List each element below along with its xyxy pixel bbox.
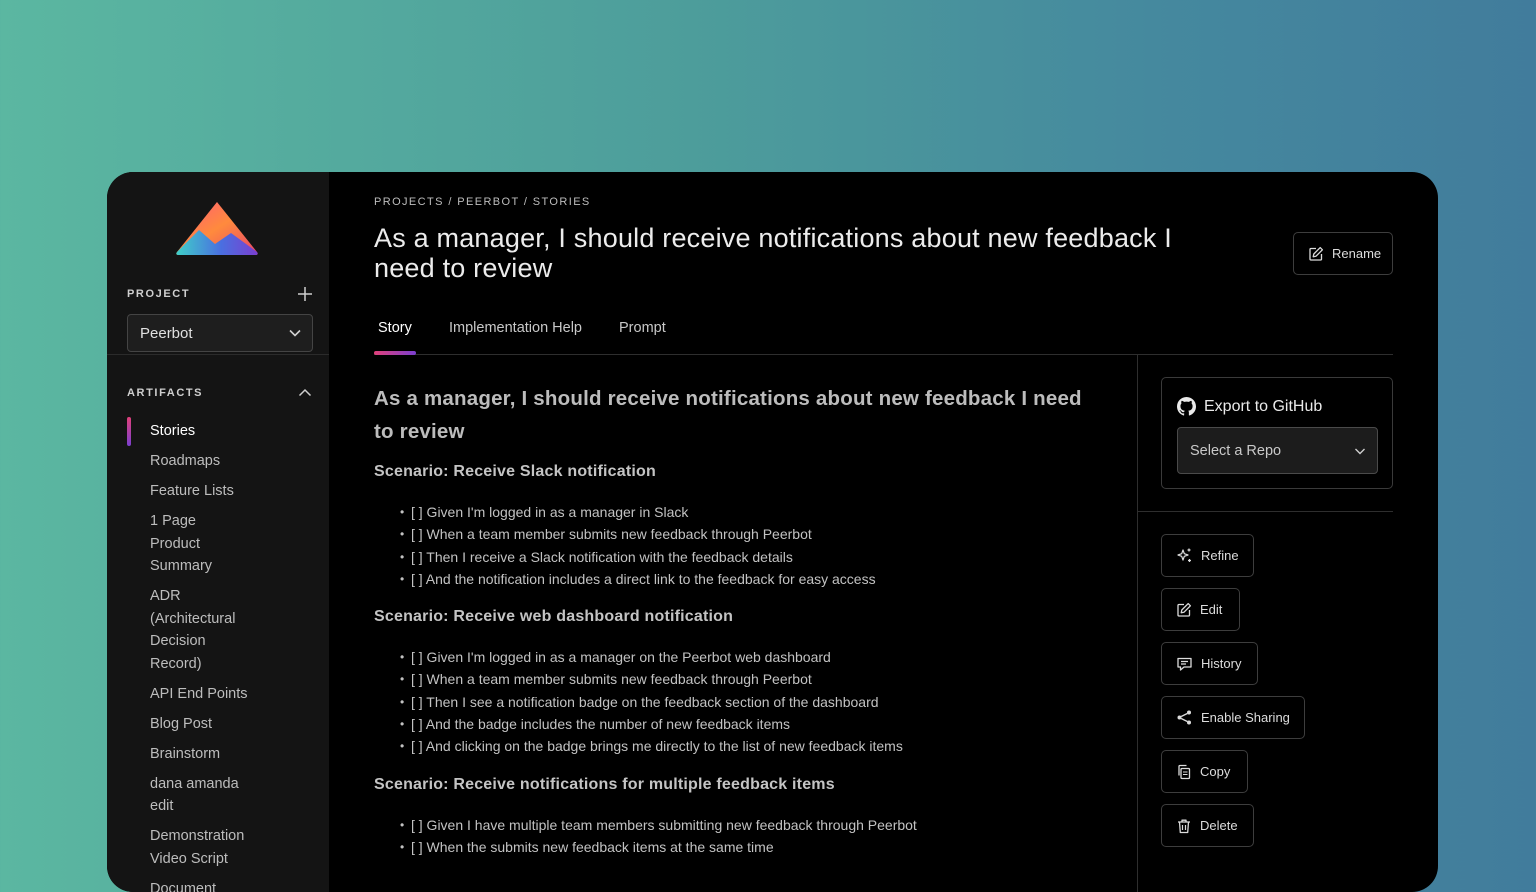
edit-button[interactable]: Edit	[1161, 588, 1240, 631]
artifacts-section-header	[127, 385, 313, 401]
sparkles-icon	[1176, 547, 1193, 564]
scenario-title: Scenario: Receive Slack notification	[374, 463, 1094, 481]
repo-select[interactable]	[1177, 427, 1378, 474]
list-item: • [ ] And clicking on the badge brings me directly to the list of new feedback items	[400, 735, 1094, 757]
history-button[interactable]: History	[1161, 642, 1258, 685]
chevron-down-icon	[1353, 444, 1367, 458]
refine-button[interactable]: Refine	[1161, 534, 1254, 577]
sidebar-item-adr[interactable]: ADR (Architectural Decision Record)	[127, 585, 245, 675]
chevron-up-icon[interactable]	[297, 385, 313, 401]
sidebar-item-stories[interactable]: Stories	[127, 420, 240, 443]
app-logo	[175, 200, 259, 256]
page-title: As a manager, I should receive notifications about new feedback I need to review	[374, 223, 1214, 283]
edit-icon	[1176, 602, 1192, 618]
sidebar-item-blog-post[interactable]: Blog Post	[127, 713, 245, 736]
list-item: • [ ] Then I receive a Slack notification with the feedback details	[400, 546, 1094, 568]
project-section-header	[127, 286, 313, 302]
story-heading: As a manager, I should receive notifications about new feedback I need to review	[374, 382, 1094, 448]
active-tab-indicator	[374, 351, 416, 355]
sidebar-item-demonstration-video-script[interactable]: Demonstration Video Script	[127, 825, 255, 870]
github-icon	[1177, 397, 1196, 416]
list-item: • [ ] Then I see a notification badge on the feedback section of the dashboard	[400, 691, 1094, 713]
scenario-title: Scenario: Receive web dashboard notification	[374, 608, 1094, 626]
story-content	[374, 382, 1094, 858]
sidebar-item-api-end-points[interactable]: API End Points	[127, 683, 260, 706]
scenario-steps	[374, 814, 1094, 859]
breadcrumb: PROJECTS / PEERBOT / STORIES	[374, 196, 591, 208]
list-item: • [ ] And the badge includes the number of new feedback items	[400, 713, 1094, 735]
tab-prompt[interactable]: Prompt	[619, 320, 666, 336]
scenario-title: Scenario: Receive notifications for multiple feedback items	[374, 776, 1094, 794]
chevron-down-icon	[288, 326, 302, 340]
sidebar-item-brainstorm[interactable]: Brainstorm	[127, 743, 245, 766]
sidebar-item-dana-amanda-edit[interactable]: dana amanda edit	[127, 773, 255, 818]
rename-button[interactable]	[1293, 232, 1393, 275]
sidebar-divider	[107, 354, 329, 355]
tab-story[interactable]: Story	[378, 320, 412, 336]
share-icon	[1176, 709, 1193, 726]
panel-divider	[1137, 354, 1138, 892]
tab-bar	[374, 318, 1393, 355]
sidebar-item-roadmaps[interactable]: Roadmaps	[127, 450, 240, 473]
project-select[interactable]	[127, 314, 313, 352]
sidebar-item-1-page-product-summary[interactable]: 1 Page Product Summary	[127, 510, 245, 578]
list-item: • [ ] Given I'm logged in as a manager on the Peerbot web dashboard	[400, 646, 1094, 668]
active-indicator	[127, 417, 131, 446]
scenario-steps	[374, 646, 1094, 757]
artifacts-label: ARTIFACTS	[127, 387, 203, 399]
export-github-card	[1161, 377, 1393, 489]
sidebar-item-document[interactable]: Document	[127, 878, 255, 892]
list-item: • [ ] When a team member submits new feedback through Peerbot	[400, 523, 1094, 545]
rename-label: Rename	[1332, 246, 1381, 261]
message-icon	[1176, 656, 1193, 672]
list-item: • [ ] When the submits new feedback items at the same time	[400, 836, 1094, 858]
panel-divider	[1138, 511, 1393, 512]
copy-button[interactable]: Copy	[1161, 750, 1248, 793]
artifacts-list	[127, 420, 317, 892]
edit-icon	[1308, 246, 1324, 262]
app-window	[107, 172, 1438, 892]
sidebar	[107, 172, 329, 892]
plus-icon[interactable]	[297, 286, 313, 302]
enable-sharing-button[interactable]: Enable Sharing	[1161, 696, 1305, 739]
list-item: • [ ] Given I have multiple team members submitting new feedback through Peerbot	[400, 814, 1094, 836]
main-content	[329, 172, 1438, 892]
tab-implementation-help[interactable]: Implementation Help	[449, 320, 582, 336]
project-label: PROJECT	[127, 288, 190, 300]
sidebar-item-feature-lists[interactable]: Feature Lists	[127, 480, 245, 503]
project-select-value: Peerbot	[140, 325, 193, 342]
repo-select-placeholder: Select a Repo	[1190, 443, 1281, 459]
export-title: Export to GitHub	[1177, 397, 1322, 416]
list-item: • [ ] Given I'm logged in as a manager in Slack	[400, 501, 1094, 523]
scenario-steps	[374, 501, 1094, 590]
list-item: • [ ] And the notification includes a direct link to the feedback for easy access	[400, 568, 1094, 590]
delete-button[interactable]: Delete	[1161, 804, 1254, 847]
list-item: • [ ] When a team member submits new feedback through Peerbot	[400, 668, 1094, 690]
copy-icon	[1176, 764, 1192, 780]
trash-icon	[1176, 818, 1192, 834]
